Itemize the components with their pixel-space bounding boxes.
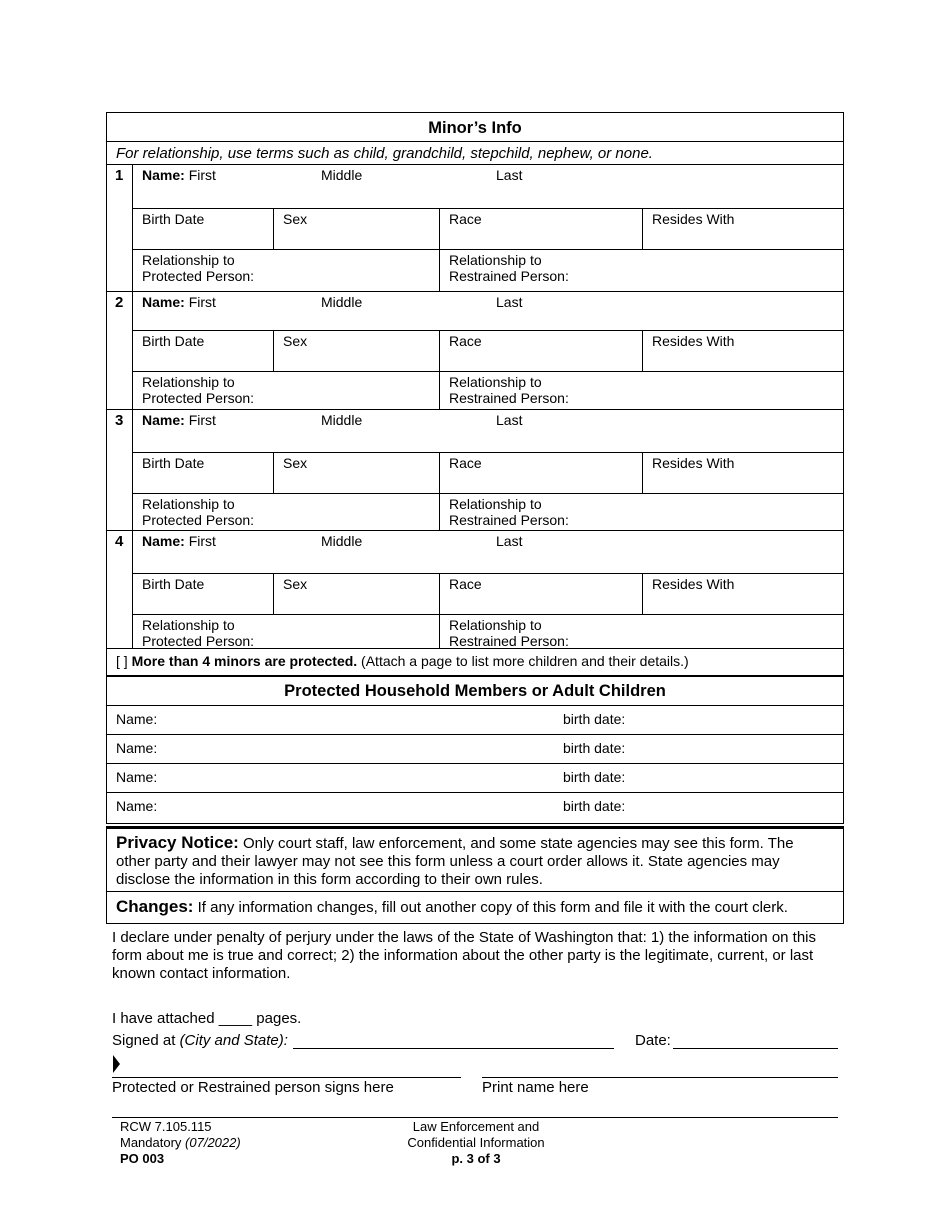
minor-rel-protected[interactable]: Relationship to Protected Person: <box>142 617 255 649</box>
minor-last-label: Last <box>496 167 523 183</box>
minor-birth-date[interactable]: Birth Date <box>142 576 205 592</box>
household-name-field[interactable]: Name: <box>116 711 158 727</box>
footer-left <box>120 1119 241 1167</box>
minor-birth-date[interactable]: Birth Date <box>142 333 205 349</box>
minor-rel-protected[interactable]: Relationship to Protected Person: <box>142 496 255 528</box>
minor-sex[interactable]: Sex <box>283 455 308 471</box>
minor-rel-restrained[interactable]: Relationship to Restrained Person: <box>449 496 569 528</box>
minor-name-label[interactable]: Name: First <box>142 412 216 428</box>
relationship-instruction: For relationship, use terms such as child, grandchild, stepchild, nephew, or none. <box>116 145 653 162</box>
minor-middle-label: Middle <box>321 294 363 310</box>
footer-form-number: PO 003 <box>120 1151 165 1166</box>
minors-info-section <box>106 112 844 676</box>
footer-page-number: p. 3 of 3 <box>451 1151 501 1166</box>
attached-pages: I have attached ____ pages. <box>112 1010 302 1027</box>
minor-middle-label: Middle <box>321 412 363 428</box>
footer-divider <box>112 1117 838 1118</box>
household-birth-date-field[interactable]: birth date: <box>563 798 626 814</box>
minor-resides-with[interactable]: Resides With <box>652 333 735 349</box>
date-label: Date: <box>635 1032 671 1049</box>
print-name-label: Print name here <box>482 1079 589 1096</box>
minor-middle-label: Middle <box>321 167 363 183</box>
minor-resides-with[interactable]: Resides With <box>652 576 735 592</box>
signature-field[interactable] <box>112 1077 461 1078</box>
minor-middle-label: Middle <box>321 533 363 549</box>
minor-birth-date[interactable]: Birth Date <box>142 211 205 227</box>
minor-rel-restrained[interactable]: Relationship to Restrained Person: <box>449 374 569 406</box>
household-birth-date-field[interactable]: birth date: <box>563 769 626 785</box>
declaration-text: I declare under penalty of perjury under the laws of the State of Washington that: 1) the information on this form about me is true and correct; 2) the information about the other party is the legitimate, current, or last known contact information. <box>112 929 817 982</box>
household-title: Protected Household Members or Adult Children <box>284 682 666 700</box>
minor-name-label[interactable]: Name: First <box>142 294 216 310</box>
household-name-field[interactable]: Name: <box>116 769 158 785</box>
minor-resides-with[interactable]: Resides With <box>652 211 735 227</box>
minor-name-label[interactable]: Name: First <box>142 167 216 183</box>
minor-race[interactable]: Race <box>449 211 482 227</box>
minor-race[interactable]: Race <box>449 576 482 592</box>
minor-race[interactable]: Race <box>449 455 482 471</box>
minors-info-title: Minor’s Info <box>428 119 522 137</box>
minor-rel-restrained[interactable]: Relationship to Restrained Person: <box>449 617 569 649</box>
minor-last-label: Last <box>496 533 523 549</box>
changes-heading: Changes: <box>116 897 194 916</box>
signed-at-label: Signed at (City and State): <box>112 1032 288 1049</box>
minor-rel-protected[interactable]: Relationship to Protected Person: <box>142 374 255 406</box>
minor-birth-date[interactable]: Birth Date <box>142 455 205 471</box>
minor-sex[interactable]: Sex <box>283 576 308 592</box>
print-name-field[interactable] <box>482 1077 838 1078</box>
footer-rcw: RCW 7.105.115 <box>120 1119 212 1134</box>
minor-sex[interactable]: Sex <box>283 333 308 349</box>
minor-row-number: 1 <box>115 167 124 184</box>
household-birth-date-field[interactable]: birth date: <box>563 740 626 756</box>
household-name-field[interactable]: Name: <box>116 740 158 756</box>
household-birth-date-field[interactable]: birth date: <box>563 711 626 727</box>
minor-row-number: 2 <box>115 294 124 311</box>
minor-resides-with[interactable]: Resides With <box>652 455 735 471</box>
signed-at-field[interactable] <box>293 1048 614 1049</box>
changes-text: If any information changes, fill out another copy of this form and file it with the court clerk. <box>193 899 788 916</box>
minor-row-number: 4 <box>115 533 124 550</box>
more-minors-checkbox[interactable]: [ ] <box>116 653 128 669</box>
privacy-text: Only court staff, law enforcement, and some state agencies may see this form. The other party and their lawyer may not see this form unless a court order allows it. State agencies may disclose the information in this form according to their own rules. <box>116 835 794 888</box>
sign-arrow-icon <box>113 1055 120 1073</box>
attached-pages-blank[interactable]: ____ <box>218 1010 253 1027</box>
minor-race[interactable]: Race <box>449 333 482 349</box>
privacy-heading: Privacy Notice: <box>116 833 239 852</box>
minor-last-label: Last <box>496 294 523 310</box>
date-field[interactable] <box>673 1048 838 1049</box>
minor-row-number: 3 <box>115 412 124 429</box>
footer-center: Law Enforcement and Confidential Information p. 3 of 3 <box>376 1119 576 1167</box>
changes-notice <box>106 892 844 924</box>
minor-sex[interactable]: Sex <box>283 211 308 227</box>
minor-rel-restrained[interactable]: Relationship to Restrained Person: <box>449 252 569 284</box>
minor-last-label: Last <box>496 412 523 428</box>
minor-rel-protected[interactable]: Relationship to Protected Person: <box>142 252 255 284</box>
more-minors-note: [ ] More than 4 minors are protected. (Attach a page to list more children and their details.) <box>116 653 689 669</box>
footer-mandatory: Mandatory (07/2022) <box>120 1135 241 1150</box>
sign-here-label: Protected or Restrained person signs here <box>112 1079 394 1096</box>
household-name-field[interactable]: Name: <box>116 798 158 814</box>
household-members-section <box>106 676 844 824</box>
privacy-notice <box>106 826 844 892</box>
minor-name-label[interactable]: Name: First <box>142 533 216 549</box>
